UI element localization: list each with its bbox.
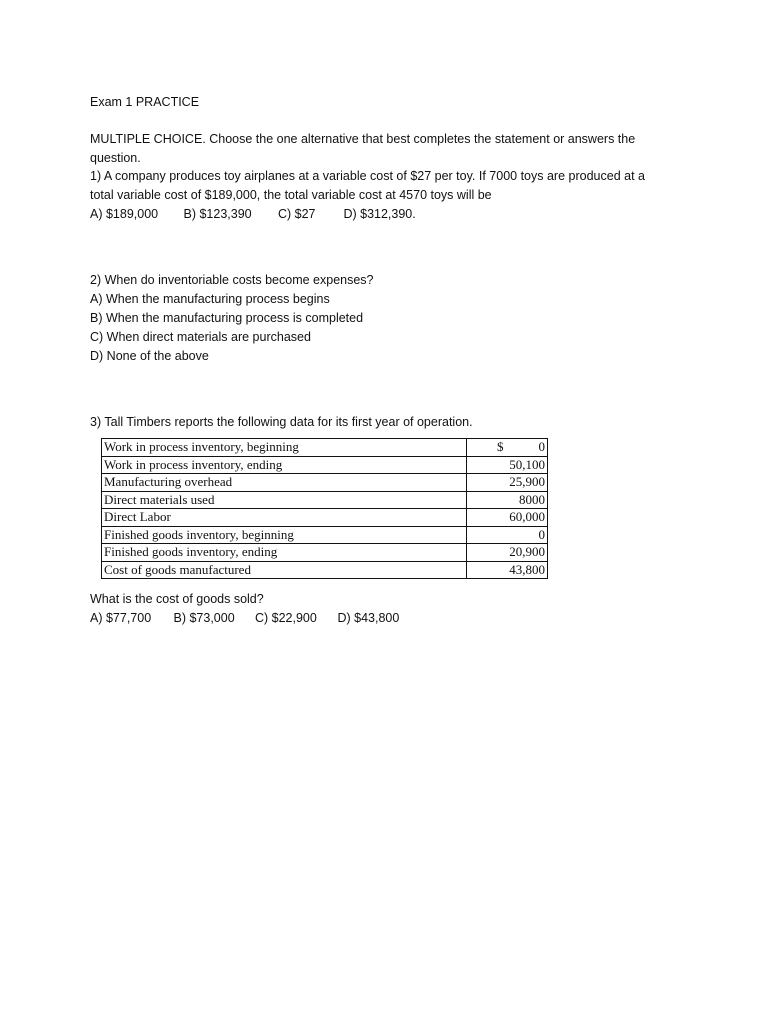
row-value: 60,000 [467,509,548,527]
q1-option-c: C) $27 [277,207,316,221]
q3-data-table [101,438,548,579]
row-value: 0 [538,439,545,455]
q1-text-line-1: 1) A company produces toy airplanes at a variable cost of $27 per toy. If 7000 toys are produced at a [90,169,645,183]
row-label: Cost of goods manufactured [102,561,467,579]
row-label: Direct materials used [102,491,467,509]
q3-option-b: B) $73,000 [173,611,235,625]
row-value: 50,100 [467,456,548,474]
q2-option-c: C) When direct materials are purchased [90,330,311,344]
q3-followup: What is the cost of goods sold? [90,592,264,606]
row-label: Direct Labor [102,509,467,527]
q3-option-c: C) $22,900 [254,611,317,625]
row-label: Manufacturing overhead [102,474,467,492]
row-label: Work in process inventory, ending [102,456,467,474]
row-label: Work in process inventory, beginning [102,439,467,457]
table-row [102,509,548,527]
table-row [102,456,548,474]
q2-option-d: D) None of the above [90,349,209,363]
exam-title: Exam 1 PRACTICE [90,95,200,109]
instructions-line-1: MULTIPLE CHOICE. Choose the one alternative that best completes the statement or answers the [90,132,636,146]
row-value: 20,900 [467,544,548,562]
q2-option-b: B) When the manufacturing process is completed [90,311,364,325]
q3-option-a: A) $77,700 [90,611,152,625]
q1-text-line-2: total variable cost of $189,000, the total variable cost at 4570 toys will be [90,188,492,202]
table-row [102,544,548,562]
q3-text: 3) Tall Timbers reports the following data for its first year of operation. [90,415,473,429]
table-row [102,491,548,509]
q3-options [90,609,399,627]
row-value: 8000 [467,491,548,509]
row-label: Finished goods inventory, beginning [102,526,467,544]
q2-option-a: A) When the manufacturing process begins [90,292,330,306]
table-row [102,474,548,492]
row-value: 43,800 [467,561,548,579]
row-value: 25,900 [467,474,548,492]
table-row [102,561,548,579]
row-value-cell [467,439,548,457]
q2-text: 2) When do inventoriable costs become expenses? [90,273,374,287]
instructions-line-2: question. [90,151,141,165]
q1-option-b: B) $123,390 [183,207,252,221]
q1-option-d: D) $312,390. [343,207,416,221]
currency-symbol: $ [497,439,504,455]
q1-option-a: A) $189,000 [90,207,159,221]
row-label: Finished goods inventory, ending [102,544,467,562]
q3-option-d: D) $43,800 [337,611,400,625]
table-row [102,526,548,544]
row-value: 0 [467,526,548,544]
table-row [102,439,548,457]
q1-options [90,205,416,223]
